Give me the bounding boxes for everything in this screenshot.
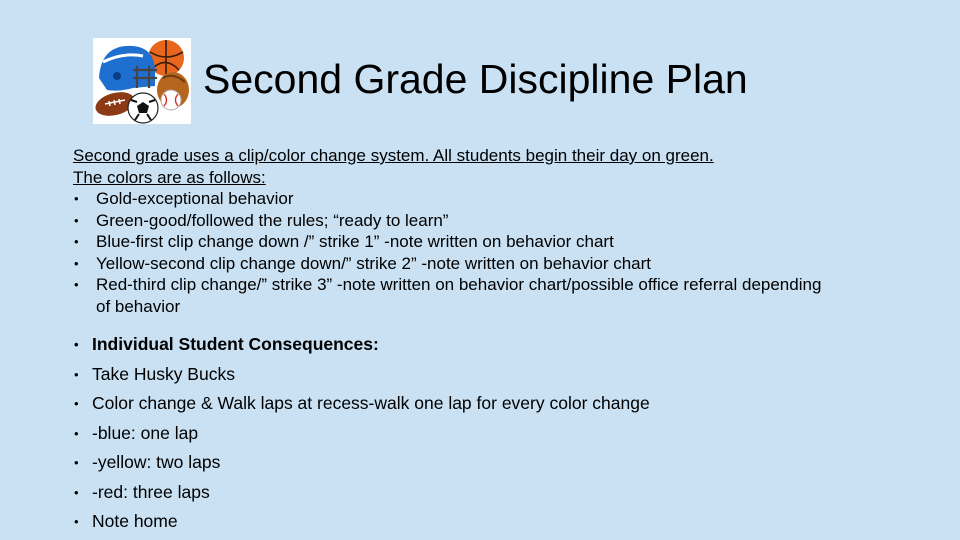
- color-item-red: • Red-third clip change/” strike 3” -note written on behavior chart/possible office referral depending of behavior: [73, 274, 833, 317]
- color-item-blue: • Blue-first clip change down /” strike 1” -note written on behavior chart: [73, 231, 833, 253]
- intro-line: Second grade uses a clip/color change system. All students begin their day on green.: [73, 146, 714, 165]
- consequence-item: • Color change & Walk laps at recess-walk one lap for every color change: [73, 389, 833, 419]
- intro-section: [73, 145, 833, 317]
- color-item-yellow: • Yellow-second clip change down/” strike 2” -note written on behavior chart: [73, 253, 833, 275]
- consequences-heading: • Individual Student Consequences:: [73, 330, 833, 360]
- color-list: [73, 188, 833, 317]
- consequence-item: • -yellow: two laps: [73, 448, 833, 478]
- intro-line: The colors are as follows:: [73, 167, 266, 187]
- consequence-item: • -blue: one lap: [73, 419, 833, 449]
- color-item-gold: • Gold-exceptional behavior: [73, 188, 833, 210]
- slide-title: Second Grade Discipline Plan: [203, 56, 748, 102]
- consequences-list: [73, 330, 833, 537]
- consequence-item: • Note home: [73, 507, 833, 537]
- color-item-green: • Green-good/followed the rules; “ready to learn”: [73, 210, 833, 232]
- consequence-item: • -red: three laps: [73, 478, 833, 508]
- sports-balls-icon: [93, 38, 191, 124]
- consequence-item: • Take Husky Bucks: [73, 360, 833, 390]
